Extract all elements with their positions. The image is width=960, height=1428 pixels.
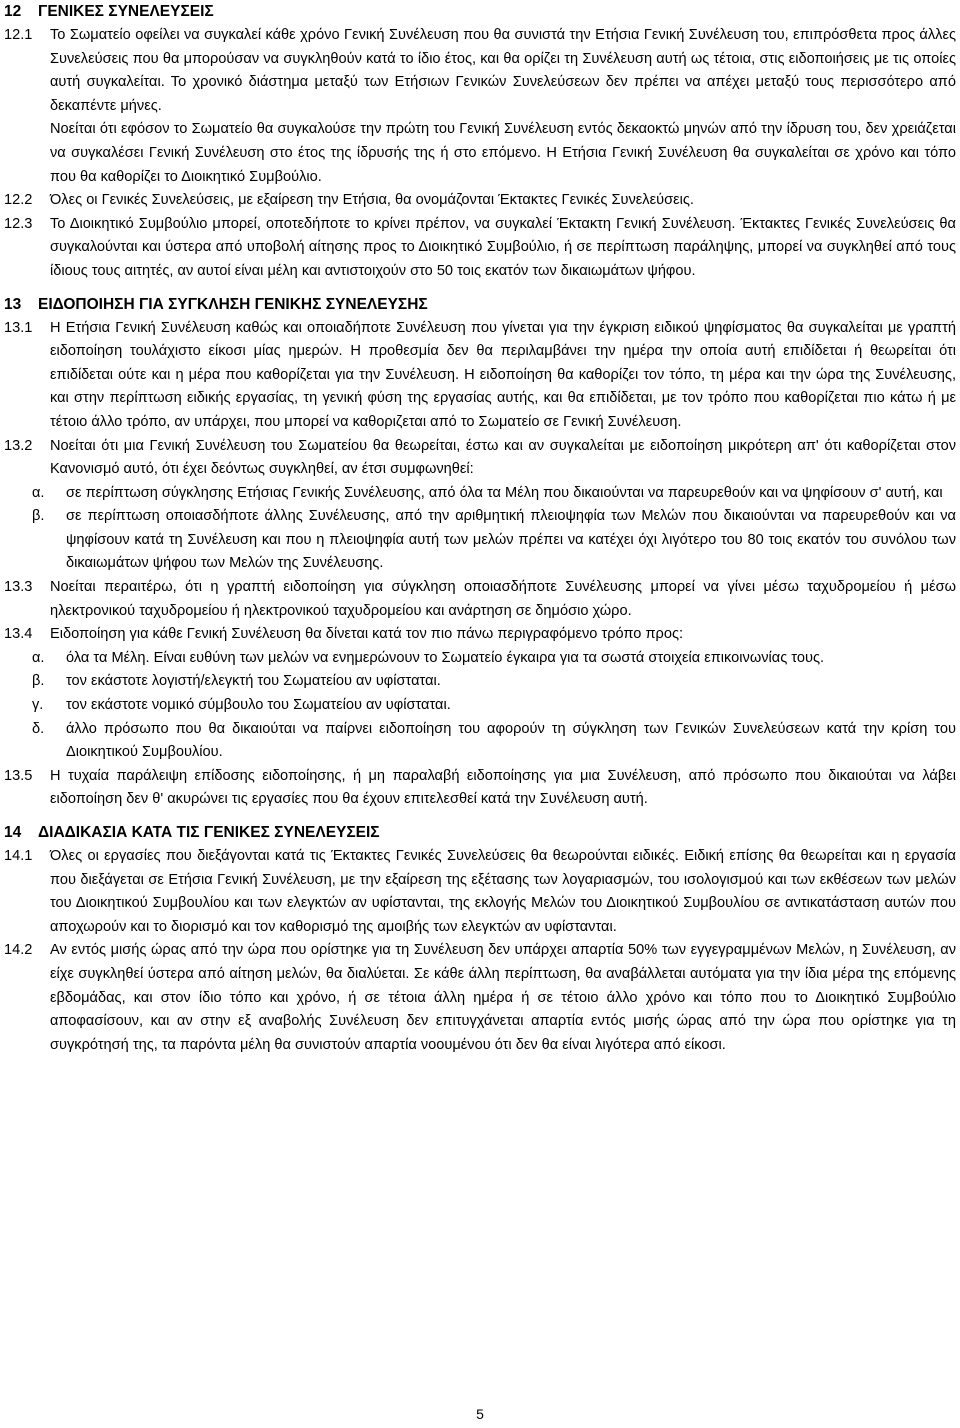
clause-paragraph: Νοείται ότι εφόσον το Σωματείο θα συγκαλούσε την πρώτη του Γενική Συνέλευση εντός δεκαοκτώ μηνών από την ίδρυση του, δεν χρειάζεται να συγκαλέσει Γενική Συνέλευση στο έτος της ίδρυσής της ή στο επόμενο. Η Ετήσια Γενική Συνέλευση θα συγκαλείται σε χρόνο και τόπο που θα καθορίζει το Διοικητικό Συμβούλιο. xyxy=(50,121,956,185)
clause-13-3 xyxy=(4,576,956,623)
list-item-label: α. xyxy=(32,649,45,666)
section-title: ΔΙΑΔΙΚΑΣΙΑ ΚΑΤΑ ΤΙΣ ΓΕΝΙΚΕΣ ΣΥΝΕΛΕΥΣΕΙΣ xyxy=(38,824,380,841)
clause-14-2 xyxy=(4,939,956,1057)
clause-number: 12.2 xyxy=(4,192,33,209)
clause-12-3 xyxy=(4,213,956,284)
clause-number: 14.1 xyxy=(4,848,33,864)
section-12 xyxy=(4,0,956,284)
clause-13-2 xyxy=(4,435,956,482)
clause-number: 12.1 xyxy=(4,27,33,43)
clause-number: 13.1 xyxy=(4,319,33,336)
section-number: 13 xyxy=(4,295,22,313)
clause-13-4 xyxy=(4,623,956,647)
section-number: 12 xyxy=(4,3,22,20)
list-item-label: α. xyxy=(32,484,45,501)
clause-number: 13.5 xyxy=(4,767,33,784)
list-item-text: άλλο πρόσωπο που θα δικαιούται να παίρνει ειδοποίηση του αφορούν τη σύγκληση των Γενικών Συνελεύσεων κατά την κρίση του Διοικητικού Συμβουλίου. xyxy=(66,720,956,761)
clause-paragraph: Το Διοικητικό Συμβούλιο μπορεί, οποτεδήποτε το κρίνει πρέπον, να συγκαλεί Έκτακτη Γενική Συνέλευση. Έκτακτες Γενικές Συνελεύσεις θα συγκαλούνται και ύστερα από υποβολή αίτησης προς το Διοικητικό Συμβούλιο, ή σε περίπτωση παράληψης, μπορεί να συγκληθεί από τους ίδιους τους αιτητές, αν αυτοί είναι μέλη και αντιστοιχούν στο 50 τοις εκατόν των δικαιωμάτων ψήφου. xyxy=(50,215,956,279)
clause-14-1 xyxy=(4,845,956,939)
section-heading xyxy=(4,0,956,24)
section-title: ΕΙΔΟΠΟΙΗΣΗ ΓΙΑ ΣΥΓΚΛΗΣΗ ΓΕΝΙΚΗΣ ΣΥΝΕΛΕΥΣΗΣ xyxy=(38,295,428,313)
clause-paragraph: Αν εντός μισής ώρας από την ώρα που ορίστηκε για τη Συνέλευση δεν υπάρχει απαρτία 50% των εγγεγραμμένων Μελών, η Συνέλευση, αν είχε συγκληθεί ύστερα από αίτηση μελών, θα διαλύεται. Σε κάθε άλλη περίπτωση, θα αναβάλλεται αυτόματα για την ίδια μέρα της επόμενης εβδομάδας, και στον ίδιο τόπο και χρόνο, ή σε τέτοια άλλη ημέρα ή σε τέτοιο άλλο χρόνο και τόπο που το Διοικητικό Συμβούλιο αποφασίσουν, και αν στην εξ αναβολής Συνέλευση δεν επιτυγχάνεται απαρτία εντός μισής ώρας από την ώρα που ορίστηκε για τη συγκρότησή της, τα παρόντα μέλη θα συνιστούν απαρτία νοουμένου ότι δεν θα είναι λιγότερα από είκοσι. xyxy=(50,942,956,1053)
clause-number: 13.2 xyxy=(4,437,33,454)
document-page xyxy=(4,0,956,1057)
clause-paragraph: Η τυχαία παράλειψη επίδοσης ειδοποίησης, ή μη παραλαβή ειδοποίησης για μια Συνέλευση, από πρόσωπο που δικαιούται να λάβει ειδοποίηση δεν θ' ακυρώνει τις εργασίες που θα έχουν επιτελεσθεί κατά την Συνέλευση αυτή. xyxy=(50,767,956,808)
clause-number: 13.3 xyxy=(4,579,33,596)
list-item xyxy=(4,694,956,718)
section-14 xyxy=(4,821,956,1057)
clause-12-2 xyxy=(4,189,956,213)
clause-number: 14.2 xyxy=(4,942,33,959)
clause-paragraph: Νοείται περαιτέρω, ότι η γραπτή ειδοποίηση για σύγκληση οποιασδήποτε Συνέλευσης μπορεί να γίνει μέσω ταχυδρομείου ή μέσω ηλεκτρονικού ταχυδρομείου ή ηλεκτρονικού ταχυδρομείου και ανάρτηση σε δημόσιο χώρο. xyxy=(50,579,956,619)
list-item xyxy=(4,482,956,506)
list-item-text: τον εκάστοτε νομικό σύμβουλο του Σωματείου αν υφίσταται. xyxy=(66,697,451,714)
clause-paragraph: Νοείται ότι μια Γενική Συνέλευση του Σωματείου θα θεωρείται, έστω και αν συγκαλείται με ειδοποίηση μικρότερη απ' ότι καθορίζεται στον Κανονισμό αυτό, ότι έχει δεόντως συγκληθεί, αν έτσι συμφωνηθεί: xyxy=(50,437,956,478)
page-number: 5 xyxy=(476,1406,484,1422)
list-item xyxy=(4,647,956,671)
clause-paragraph: Το Σωματείο οφείλει να συγκαλεί κάθε χρόνο Γενική Συνέλευση που θα συνιστά την Ετήσια Γενική Συνέλευση του, επιπρόσθετα προς άλλες Συνελεύσεις που θα μπορούσαν να συγκληθούν κατά το ίδιο έτος, και θα ορίζει τη Συνέλευση αυτή ως τέτοια, στις ειδοποιήσεις με τις οποίες αυτή συγκαλείται. Το χρονικό διάστημα μεταξύ των Ετήσιων Γενικών Συνελεύσεων δεν πρέπει να απέχει μεταξύ τους περισσότερο από δεκαπέντε μήνες. xyxy=(50,27,956,114)
clause-paragraph: Η Ετήσια Γενική Συνέλευση καθώς και οποιαδήποτε Συνέλευση που γίνεται για την έγκριση ειδικού ψηφίσματος θα συγκαλείται με γραπτή ειδοποίηση τουλάχιστο είκοσι μίας ημερών. Η προθεσμία δεν θα περιλαμβάνει την ημέρα την οποία αυτή επιδίδεται ή θεωρείται ότι επιδίδεται ούτε και η μέρα που καθορίζεται για την Συνέλευση. Η ειδοποίηση θα καθορίζει τον τόπο, τη μέρα και την ώρα της Συνέλευσης, και στην περίπτωση ειδικής εργασίας, τη γενική φύση της εργασίας αυτής, και θα επιδίδεται, με τον τρόπο που καθορίζεται πιο κάτω ή με τέτοιο άλλο τρόπο, αν υπάρχει, που μπορεί να καθοριζεται από το Σωματείο σε Γενική Συνέλευση. xyxy=(50,319,956,430)
list-item-text: σε περίπτωση σύγκλησης Ετήσιας Γενικής Συνέλευσης, από όλα τα Μέλη που δικαιούνται να παρευρεθούν και να ψηφίσουν σ' αυτή, και xyxy=(66,484,943,501)
section-title: ΓΕΝΙΚΕΣ ΣΥΝΕΛΕΥΣΕΙΣ xyxy=(38,3,214,20)
section-number: 14 xyxy=(4,824,22,841)
section-13 xyxy=(4,293,956,812)
list-item xyxy=(4,670,956,694)
list-item xyxy=(4,505,956,576)
clause-number: 12.3 xyxy=(4,215,33,232)
section-heading xyxy=(4,293,956,317)
clause-number: 13.4 xyxy=(4,626,33,643)
list-item xyxy=(4,718,956,765)
clause-paragraph: Όλες οι Γενικές Συνελεύσεις, με εξαίρεση την Ετήσια, θα ονομάζονται Έκτακτες Γενικές Συνελεύσεις. xyxy=(50,192,694,209)
list-item-label: δ. xyxy=(32,720,45,737)
list-item-label: γ. xyxy=(32,697,44,714)
clause-paragraph: Ειδοποίηση για κάθε Γενική Συνέλευση θα δίνεται κατά τον πιο πάνω περιγραφόμενο τρόπο προς: xyxy=(50,626,684,643)
list-item-text: τον εκάστοτε λογιστή/ελεγκτή του Σωματείου αν υφίσταται. xyxy=(66,673,441,690)
list-item-label: β. xyxy=(32,508,45,525)
list-item-label: β. xyxy=(32,673,45,690)
clause-paragraph: Όλες οι εργασίες που διεξάγονται κατά τις Έκτακτες Γενικές Συνελεύσεις θα θεωρούνται ειδικές. Ειδική επίσης θα θεωρείται και η εργασία που διεξάγεται σε Ετήσια Γενική Συνέλευση, με την εξαίρεση της εξέτασης των λογαριασμών, του ισολογισμού και των εκθέσεων των μελών του Διοικητικού Συμβουλίου και των ελεγκτών αν υφίστανται, της εκλογής Μελών του Διοικητικού Συμβουλίου σε αντικατάσταση αυτών που αποχωρούν και το διορισμό και τον καθορισμό της αμοιβής των ελεγκτών αν υφίστανται. xyxy=(50,848,956,935)
clause-13-5 xyxy=(4,765,956,812)
clause-13-1 xyxy=(4,317,956,435)
clause-12-1 xyxy=(4,24,956,189)
list-item-text: σε περίπτωση οποιασδήποτε άλλης Συνέλευσης, από την αριθμητική πλειοψηφία των Μελών που δικαιούνται να παρευρεθούν και να ψηφίσουν κατά τη Συνέλευση και που η πλειοψηφία αυτή των μελών πρέπει να κατέχει όχι λιγότερο του 80 τοις εκατόν του συνόλου των δικαιωμάτων ψήφου των Μελών της Συνέλευσης. xyxy=(66,508,956,572)
list-item-text: όλα τα Μέλη. Είναι ευθύνη των μελών να ενημερώνουν το Σωματείο έγκαιρα για τα σωστά στοιχεία επικοινωνίας τους. xyxy=(66,649,825,666)
section-heading xyxy=(4,821,956,845)
